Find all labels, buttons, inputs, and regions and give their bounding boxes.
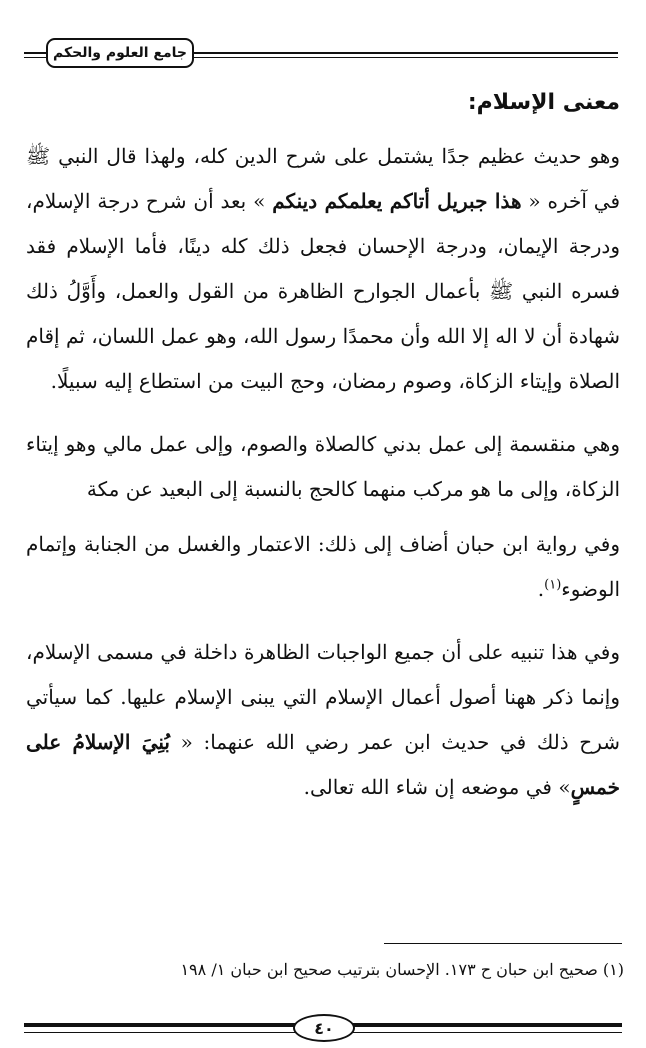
hadith-quote-2: بُنِيَ الإسلامُ على خمسٍ <box>26 730 620 799</box>
page-number-badge <box>293 1014 355 1042</box>
paragraph-3-end: . <box>537 577 545 601</box>
footnote-reference: (١) <box>544 577 562 593</box>
quote-open: « <box>169 730 193 754</box>
paragraph-4-text-b: في موضعه إن شاء الله تعالى. <box>303 775 559 799</box>
paragraph-4-text-a: وفي هذا تنبيه على أن جميع الواجبات الظاهرة داخلة في مسمى الإسلام، وإنما ذكر ههنا أصول أعمال الإسلام التي يبنى الإسلام عليها. كما سيأتي شرح ذلك في حديث ابن عمر رضي الله عنهما: <box>26 640 621 754</box>
hadith-quote-1: هذا جبريل أتاكم يعلمكم دينكم <box>272 189 522 213</box>
paragraph-2: وهي منقسمة إلى عمل بدني كالصلاة والصوم، وإلى عمل مالي وهو إيتاء الزكاة، وإلى ما هو مركب منهما كالحج بالنسبة إلى البعيد عن مكة <box>26 432 620 501</box>
footnote-separator <box>384 943 622 944</box>
paragraph-1 <box>26 134 620 404</box>
paragraph-4 <box>26 630 620 810</box>
quote-open: « <box>521 189 541 213</box>
running-header-title: جامع العلوم والحكم <box>52 45 187 61</box>
section-title: معنى الإسلام: <box>467 90 620 115</box>
quote-close: » <box>253 189 273 213</box>
page-body <box>26 82 620 810</box>
quote-close: » <box>558 775 571 799</box>
running-header <box>46 38 194 68</box>
footnote: (١) صحيح ابن حبان ح ١٧٣. الإحسان بترتيب صحيح ابن حبان ١/ ١٩٨ <box>180 960 624 979</box>
paragraph-1-text-a: وهو حديث عظيم جدًا يشتمل على شرح الدين كله، ولهذا قال النبي ﷺ في آخره <box>26 144 621 213</box>
paragraph-1-text-b: بعد أن شرح درجة الإسلام، ودرجة الإيمان، ودرجة الإحسان فجعل ذلك كله دينًا، فأما الإسلام فقد فسره النبي ﷺ بأعمال الجوارح الظاهرة من القول والعمل، وأَوَّلُ ذلك شهادة أن لا اله إلا الله وأن محمدًا رسول الله، وهو عمل اللسان، ثم إقام الصلاة وإيتاء الزكاة، وصوم رمضان، وحج البيت من استطاع إليه سبيلًا. <box>26 189 620 393</box>
paragraph-3 <box>26 522 620 612</box>
page-number: ٤٠ <box>314 1018 334 1038</box>
paragraph-3-text: وفي رواية ابن حبان أضاف إلى ذلك: الاعتمار والغسل من الجنابة وإتمام الوضوء <box>26 532 620 601</box>
